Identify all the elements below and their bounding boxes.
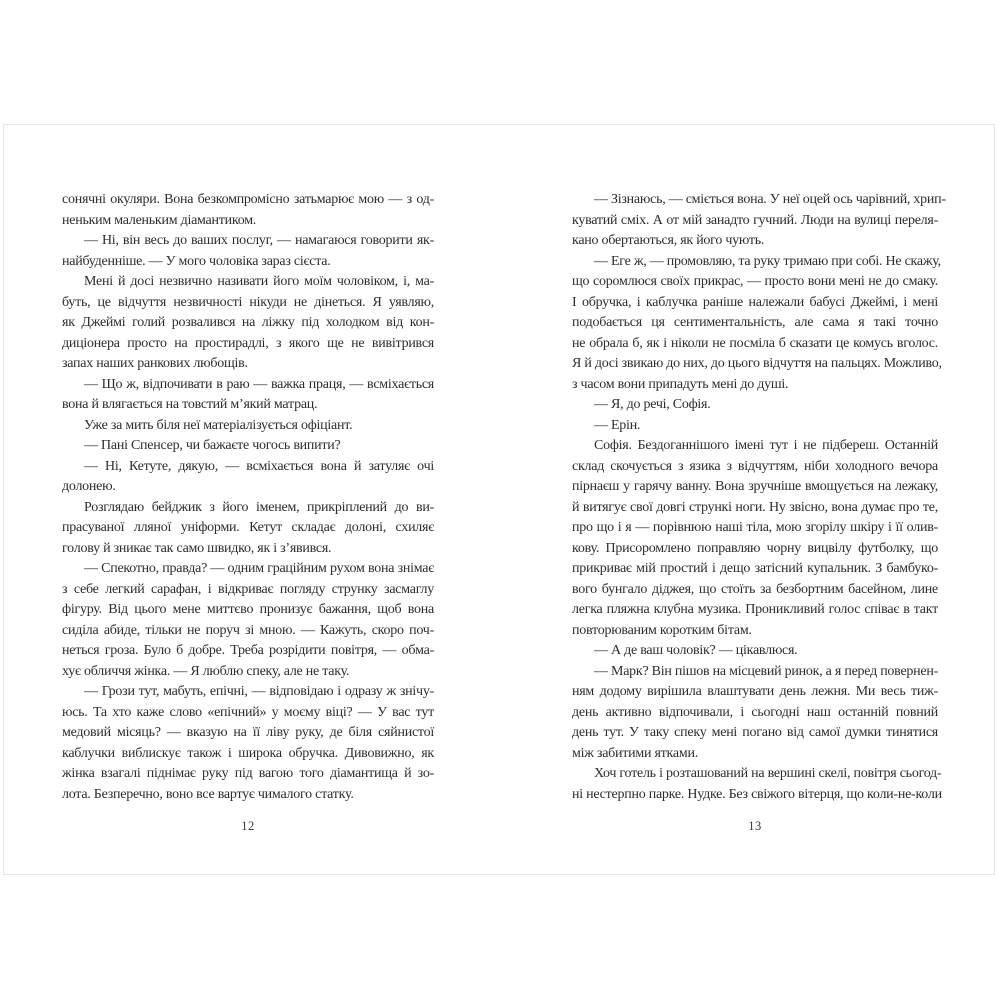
text-line: жінка взагалі піднімає руку під вагою того діамантища й зо- [62,766,434,781]
text-line: — Спекотно, правда? — одним граційним рухом вона знімає [84,561,434,576]
text-line: буть, це відчуття незвичності нікуди не дінеться. Я уявляю, [62,294,434,310]
text-line: повторюваним коротким бітам. [572,622,752,638]
text-line: про що і я — порівнюю наші тіла, мою згорілу шкіру і її олив- [572,520,938,535]
text-line: вона й влягається на товстий м’який матрац. [62,397,318,412]
text-line: кано обертаються, як його чують. [572,233,765,248]
text-line: — Що ж, відпочивати в раю — важка праця, — всміхається [84,376,434,392]
text-line: склад скочується з язика з відчуттям, ніби холодного вечора [572,458,938,474]
page-left-text-column [62,190,434,805]
text-line: куватий сміх. А от мій занадто гучний. Люди на вулиці переля- [572,212,938,228]
text-line: між забитими ятками. [572,745,698,761]
text-line: прасуваної лляної уніформи. Кетут складає долоні, схиляє [62,520,434,535]
text-line: лота. Безперечно, воно все вартує чималого статку. [62,786,354,802]
page-number-left: 12 [241,819,255,833]
text-line: Я й досі звикаю до них, до цього відчуття на пальцях. Можливо, [572,356,942,371]
text-line: — Ні, він весь до ваших послуг, — намагаюся говорити як- [84,233,434,248]
text-line: сиділа абиде, тільки не поруч зі мною. — Кажуть, скоро поч- [62,622,434,638]
text-line: Уже за мить біля неї матеріалізується офіціант. [84,417,353,433]
paragraph [572,416,938,437]
text-line: з часом вони припадуть мені до душі. [572,376,789,392]
paragraph [572,395,938,416]
text-line: Мені й досі незвично називати його моїм чоловіком, і, ма- [84,274,434,289]
text-line: — Зізнаюсь, — сміється вона. У неї оцей ось чарівний, хрип- [594,192,946,207]
text-line: ням додому вирішила влаштувати день лежня. Ми весь тиж- [572,684,938,699]
text-line: з себе легкий сарафан, і відкриває погляду струнку засмаглу [62,581,434,597]
text-line: що соромлюся своїх прикрас, — просто вони мені не до смаку. [572,274,938,289]
paragraph [572,662,938,765]
paragraph [572,190,946,252]
text-line: долонею. [62,479,116,494]
text-line: — Еге ж, — промовляю, та руку тримаю при собі. Не скажу, [594,253,941,269]
text-line: Софія. Бездоганнішого імені тут і не підбереш. Останній [594,438,938,453]
paragraph [62,436,434,457]
text-line: голову й зникає так само швидко, як і з’явився. [62,540,332,556]
paragraph [62,457,434,498]
text-line: вого бунгало діджея, що стоїть за безбортним басейном, лине [572,581,938,597]
paragraph [62,190,434,231]
text-line: Розглядаю бейджик з його іменем, прикріплений до ви- [84,499,434,515]
paragraph [62,231,434,272]
text-line: день тут. У таку спеку мені погано від самої думки тинятися [572,725,938,740]
text-line: фігуру. Від цього мене миттєво пронизує бажання, щоб вона [62,602,434,617]
text-line: запах наших ранкових любощів. [62,356,248,371]
text-line: неться гроза. Було б добре. Треба розрідити повітря, — обма- [62,643,434,658]
text-line: пірнаєш у гарячу ванну. Вона зручніше вмощується на лежаку, [572,479,938,494]
text-line: — Пані Спенсер, чи бажаєте чогось випити? [84,438,341,453]
text-line: кову. Присоромлено поправляю чорну вицвілу футболку, що [572,540,938,556]
text-line: сонячні окуляри. Вона безкомпромісно затьмарює мою — з од- [62,192,434,207]
text-line: — Грози тут, мабуть, епічні, — відповідаю і одразу ж знічу- [84,684,434,699]
paragraph [62,416,434,437]
text-line: Хоч готель і розташований на вершині скелі, повітря сьогод- [594,766,942,781]
paragraph [62,498,434,560]
paragraph [62,375,434,416]
text-line: ні нестерпно парке. Нудке. Без свіжого вітерця, що коли-не-коли [572,786,942,802]
text-line: не обрала б, як і ніколи не посміла б сказати це комусь вголос. [572,335,938,351]
text-line: найбуденніше. — У мого чоловіка зараз сієста. [62,253,331,269]
text-line: прикриває мій простий і дещо затісний купальник. З бамбуко- [572,561,938,576]
book-page-spread [3,124,995,875]
page-right-text-column [572,190,946,805]
text-line: легка пляжна клубна музика. Проникливий голос співає в такт [572,602,938,617]
paragraph [62,682,434,805]
paragraph [572,252,942,396]
text-line: — А де ваш чоловік? — цікавлюся. [594,643,798,658]
paragraph [572,436,938,641]
text-line: диціонера просто на простирадлі, з якого ще не вивітрився [62,335,434,351]
paragraph [572,641,938,662]
paragraph [62,559,434,682]
text-line: — Я, до речі, Софія. [594,397,711,412]
text-line: день активно відпочивали, і сьогодні наш останній повний [572,704,938,720]
text-line: — Ні, Кетуте, дякую, — всміхається вона й затуляє очі [84,458,434,474]
text-line: й витягує свої довгі стрункі ноги. Ну звісно, вона думає про те, [572,499,938,515]
text-line: — Марк? Він пішов на місцевий ринок, а я перед повернен- [594,663,939,679]
text-line: як Джеймі голий розвалився на ліжку під холодком від кон- [62,315,434,330]
text-line: хує обличчя жінка. — Я люблю спеку, але не таку. [62,663,350,679]
text-line: медовий місяць? — вказую на її ліву руку, де біля сяйнистої [62,725,434,740]
text-line: І обручка, і каблучка раніше належали бабусі Джеймі, і мені [572,294,938,310]
text-line: неньким маленьким діамантиком. [62,212,257,228]
text-line: юсь. Та хто каже слово «епічний» у моєму віці? — У вас тут [62,704,434,720]
text-line: — Ерін. [594,417,641,433]
paragraph [62,272,434,375]
text-line: каблучки виблискує також і широка обручка. Дивовижно, як [62,745,434,761]
paragraph [572,764,942,805]
page-number-right: 13 [748,819,762,833]
text-line: подобається ця сентиментальність, але сама я такі точно [572,315,938,330]
